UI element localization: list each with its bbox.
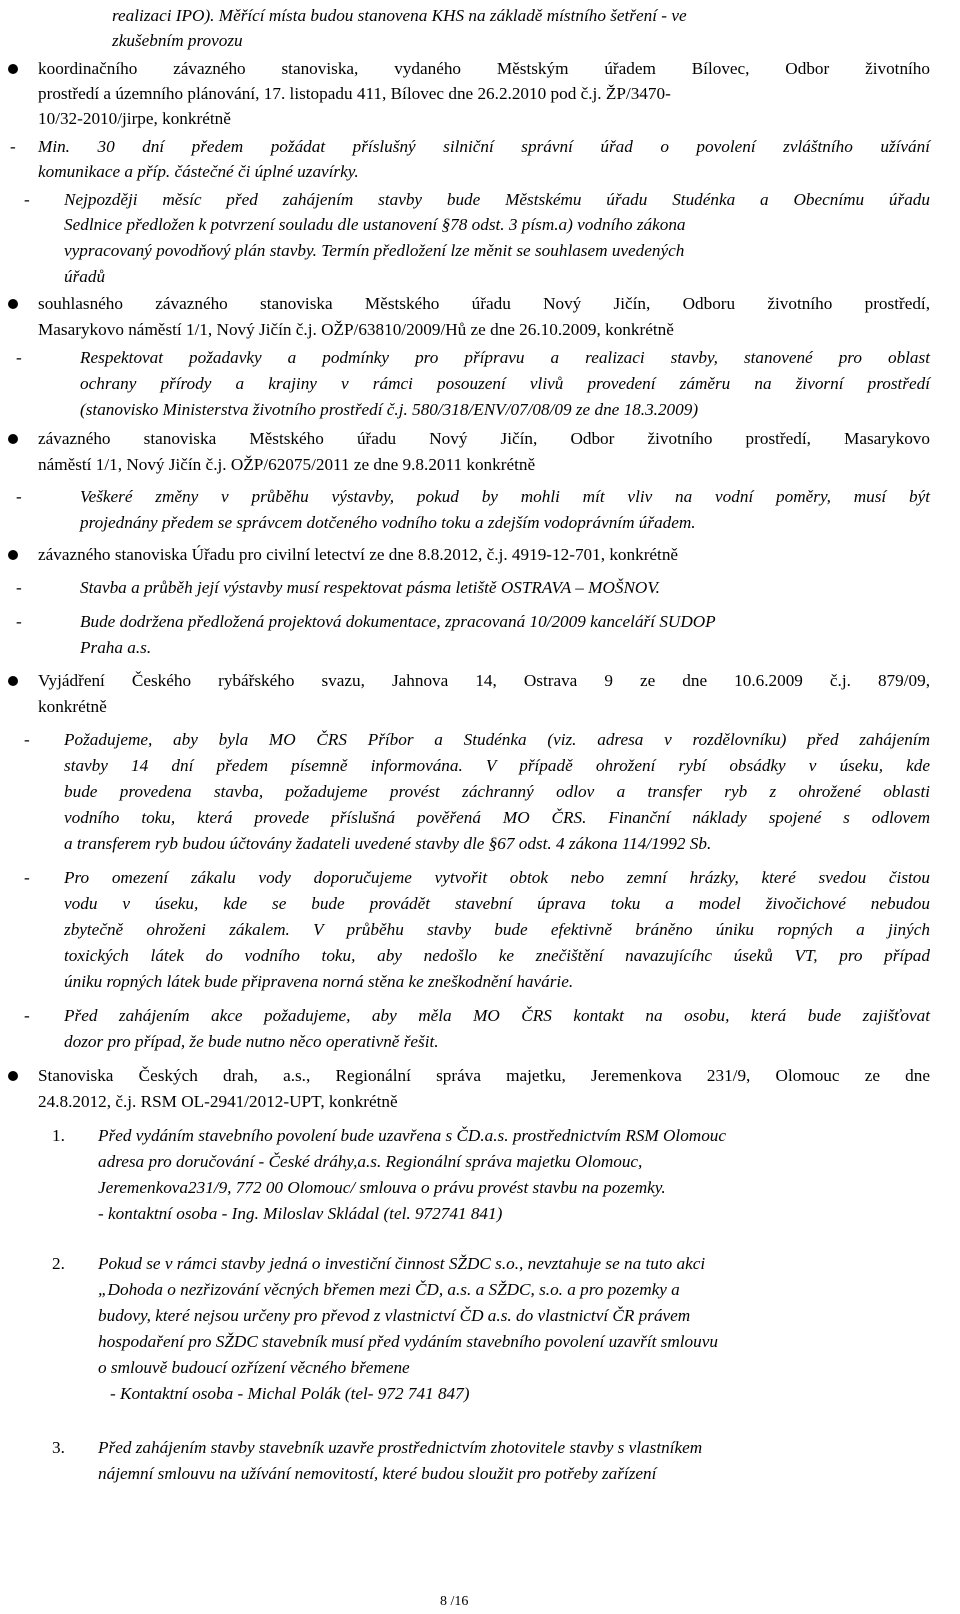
line-text: Před vydáním stavebního povolení bude uzavřena s ČD.a.s. prostřednictvím RSM Olomouc bbox=[98, 1126, 727, 1145]
line-text: Vyjádření Českého rybářského svazu, Jahnova 14, Ostrava 9 ze dne 10.6.2009 č.j. 879/09, bbox=[38, 671, 930, 690]
line-text: Před zahájením akce požadujeme, aby měla MO ČRS kontakt na osobu, která bude zajišťovat bbox=[64, 1006, 930, 1025]
line-text: - Kontaktní osoba - Michal Polák (tel- 972 741 847) bbox=[110, 1384, 470, 1403]
dash-marker: - bbox=[24, 730, 30, 749]
bullet-icon bbox=[8, 550, 18, 560]
line-text: Pokud se v rámci stavby jedná o investiční činnost SŽDC s.o., nevztahuje se na tuto akci bbox=[98, 1254, 706, 1273]
line-text: 24.8.2012, č.j. RSM OL-2941/2012-UPT, konkrétně bbox=[38, 1092, 398, 1111]
line-text: Požadujeme, aby byla MO ČRS Příbor a Studénka (viz. adresa v rozdělovníku) před zahájením bbox=[64, 730, 930, 749]
line-text: Sedlnice předložen k potvrzení souladu dle ustanovení §78 odst. 3 písm.a) vodního zákona bbox=[64, 215, 686, 234]
line-text: Stavba a průběh její výstavby musí respektovat pásma letiště OSTRAVA – MOŠNOV. bbox=[80, 578, 660, 597]
line-text: nájemní smlouvu na užívání nemovitostí, které budou sloužit pro potřeby zařízení bbox=[98, 1464, 657, 1483]
line-text: zbytečně ohroženi zákalem. V průběhu stavby bude efektivně bráněno úniku ropných a jiných bbox=[64, 920, 930, 939]
dash-marker: - bbox=[24, 1006, 30, 1025]
line-text: bude provedena stavba, požadujeme provést záchranný odlov a transfer ryb z ohrožené oblasti bbox=[64, 782, 930, 801]
line-text: Bude dodržena předložená projektová dokumentace, zpracovaná 10/2009 kanceláří SUDOP bbox=[80, 612, 716, 631]
bullet-icon bbox=[8, 434, 18, 444]
line-text: vypracovaný povodňový plán stavby. Termín předložení lze měnit se souhlasem uvedených bbox=[64, 241, 685, 260]
line-text: souhlasného závazného stanoviska Městského úřadu Nový Jičín, Odboru životního prostředí, bbox=[38, 294, 930, 313]
line-text: - kontaktní osoba - Ing. Miloslav Skládal (tel. 972741 841) bbox=[98, 1204, 503, 1223]
list-number: 1. bbox=[52, 1126, 65, 1145]
line-text: zkušebním provozu bbox=[112, 31, 243, 50]
line-text: dozor pro případ, že bude nutno něco operativně řešit. bbox=[64, 1032, 439, 1051]
line-text: vodního toku, která provede příslušná pověřená MO ČRS. Finanční náklady spojené s odlovem bbox=[64, 808, 930, 827]
line-text: prostředí a územního plánování, 17. listopadu 411, Bílovec dne 26.2.2010 pod č.j. ŽP/3470- bbox=[38, 84, 671, 103]
line-text: koordinačního závazného stanoviska, vydaného Městským úřadem Bílovec, Odbor životního bbox=[38, 59, 930, 78]
line-text: vodu v úseku, kde se bude provádět stavební úprava toku a model živočichové nebudou bbox=[64, 894, 930, 913]
line-text: stavby 14 dní předem písemně informována. V případě ohrožení rybí obsádky v úseku, kde bbox=[64, 756, 930, 775]
list-number: 2. bbox=[52, 1254, 65, 1273]
line-text: Před zahájením stavby stavebník uzavře prostřednictvím zhotovitele stavby s vlastníkem bbox=[98, 1438, 703, 1457]
line-text: závazného stanoviska Úřadu pro civilní letectví ze dne 8.8.2012, č.j. 4919-12-701, konkrétně bbox=[38, 545, 679, 564]
line-text: úniku ropných látek bude připravena norná stěna ke zneškodnění havárie. bbox=[64, 972, 574, 991]
line-text: závazného stanoviska Městského úřadu Nový Jičín, Odbor životního prostředí, Masarykovo bbox=[38, 429, 930, 448]
line-text: Masarykovo náměstí 1/1, Nový Jičín č.j. OŽP/63810/2009/Hů ze dne 26.10.2009, konkrétně bbox=[38, 320, 674, 339]
line-text: náměstí 1/1, Nový Jičín č.j. OŽP/62075/2011 ze dne 9.8.2011 konkrétně bbox=[38, 455, 536, 474]
line-text: toxických látek do vodního toku, aby nedošlo ke znečištění navazujícíhc úseků VT, pro případ bbox=[64, 946, 930, 965]
line-text: Nejpozději měsíc před zahájením stavby bude Městskému úřadu Studénka a Obecnímu úřadu bbox=[64, 190, 930, 209]
dash-marker: - bbox=[24, 190, 30, 209]
line-text: budovy, které nejsou určeny pro převod z vlastnictví ČD a.s. do vlastnictví ČR právem bbox=[98, 1306, 691, 1325]
dash-marker: - bbox=[24, 868, 30, 887]
line-text: ochrany přírody a krajiny v rámci posouzení vlivů provedení záměru na živorní prostředí bbox=[80, 374, 930, 393]
line-text: o smlouvě budoucí ozřízení věcného břemene bbox=[98, 1358, 410, 1377]
line-text: 10/32-2010/jirpe, konkrétně bbox=[38, 109, 231, 128]
line-text: konkrétně bbox=[38, 697, 107, 716]
list-number: 3. bbox=[52, 1438, 65, 1457]
dash-marker: - bbox=[16, 487, 22, 506]
dash-marker: - bbox=[16, 578, 22, 597]
bullet-icon bbox=[8, 1071, 18, 1081]
line-text: (stanovisko Ministerstva životního prostředí č.j. 580/318/ENV/07/08/09 ze dne 18.3.2009) bbox=[80, 400, 699, 419]
line-text: „Dohoda o nezřizování věcných břemen mezi ČD, a.s. a SŽDC, s.o. a pro pozemky a bbox=[98, 1280, 680, 1299]
line-text: Min. 30 dní předem požádat příslušný silniční správní úřad o povolení zvláštního užívání bbox=[38, 137, 930, 156]
line-text: Jeremenkova231/9, 772 00 Olomouc/ smlouva o právu provést stavbu na pozemky. bbox=[98, 1178, 666, 1197]
line-text: úřadů bbox=[64, 267, 106, 286]
line-text: Praha a.s. bbox=[80, 638, 152, 657]
line-text: Pro omezení zákalu vody doporučujeme vytvořit obtok nebo zemní hrázky, které svedou čistou bbox=[64, 868, 930, 887]
bullet-icon bbox=[8, 64, 18, 74]
line-text: komunikace a příp. částečné či úplné uzavírky. bbox=[38, 162, 359, 181]
line-text: adresa pro doručování - České dráhy,a.s. Regionální správa majetku Olomouc, bbox=[98, 1152, 643, 1171]
line-text: hospodaření pro SŽDC stavebník musí před vydáním stavebního povolení uzavřít smlouvu bbox=[98, 1332, 718, 1351]
dash-marker: - bbox=[16, 348, 22, 367]
line-text: Stanoviska Českých drah, a.s., Regionální správa majetku, Jeremenkova 231/9, Olomouc ze dne bbox=[38, 1066, 930, 1085]
bullet-icon bbox=[8, 676, 18, 686]
dash-marker: - bbox=[10, 137, 16, 156]
line-text: projednány předem se správcem dotčeného vodního toku a zdejším vodoprávním úřadem. bbox=[80, 513, 696, 532]
line-text: Respektovat požadavky a podmínky pro přípravu a realizaci stavby, stanovené pro oblast bbox=[80, 348, 930, 367]
page-number: 8 /16 bbox=[440, 1594, 469, 1609]
line-text: Veškeré změny v průběhu výstavby, pokud by mohli mít vliv na vodní poměry, musí být bbox=[80, 487, 930, 506]
line-text: realizaci IPO). Měřící místa budou stanovena KHS na základě místního šetření - ve bbox=[112, 6, 687, 25]
line-text: a transferem ryb budou účtovány žadateli uvedené stavby dle §67 odst. 4 zákona 114/1992 Sb. bbox=[64, 834, 712, 853]
bullet-icon bbox=[8, 299, 18, 309]
dash-marker: - bbox=[16, 612, 22, 631]
